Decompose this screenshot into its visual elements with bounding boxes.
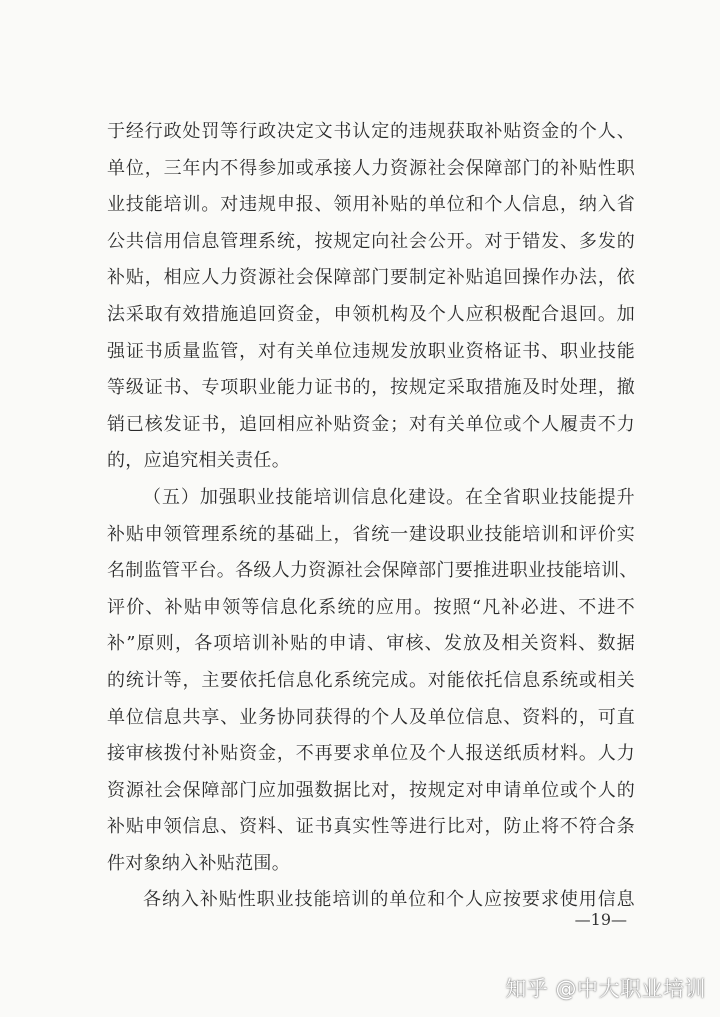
text-line: 于经行政处罚等行政决定文书认定的违规获取补贴资金的个人、 [107, 121, 635, 142]
text-line: 的，应追究相关责任。 [107, 450, 290, 472]
text-line: 法采取有效措施追回资金，申领机构及个人应积极配合退回。加 [107, 303, 635, 325]
text-line: 的统计等，主要依托信息化系统完成。对能依托信息系统或相关 [107, 669, 635, 691]
watermark: 知乎 @中大职业培训 [505, 977, 706, 1001]
text-line: 公共信用信息管理系统，按规定向社会公开。对于错发、多发的 [107, 230, 635, 252]
text-line: 补贴申领信息、资料、证书真实性等进行比对，防止将不符合条 [107, 816, 635, 838]
document-body [107, 114, 638, 919]
text-line: 业技能培训。对违规申报、领用补贴的单位和个人信息，纳入省 [107, 194, 635, 216]
text-line: 补贴申领管理系统的基础上，省统一建设职业技能培训和评价实 [107, 523, 635, 545]
text-line: 各纳入补贴性职业技能培训的单位和个人应按要求使用信息 [143, 889, 635, 911]
text-line: 资源社会保障部门应加强数据比对，按规定对申请单位或个人的 [107, 779, 635, 801]
section-heading-line: （五）加强职业技能培训信息化建设。在全省职业技能提升 [143, 486, 635, 508]
text-line: 销已核发证书，追回相应补贴资金；对有关单位或个人履责不力 [107, 413, 635, 435]
page-number: —19— [574, 910, 627, 929]
text-line: 补贴，相应人力资源社会保障部门要制定补贴追回操作办法，依 [107, 267, 635, 289]
text-line: 补”原则，各项培训补贴的申请、审核、发放及相关资料、数据 [107, 633, 635, 655]
text-line: 接审核拨付补贴资金，不再要求单位及个人报送纸质材料。人力 [107, 743, 635, 765]
text-line: 单位，三年内不得参加或承接人力资源社会保障部门的补贴性职 [107, 157, 635, 179]
text-line: 评价、补贴申领等信息化系统的应用。按照“凡补必进、不进不 [107, 596, 635, 618]
text-line: 等级证书、专项职业能力证书的，按规定采取措施及时处理，撤 [107, 377, 635, 399]
text-line: 名制监管平台。各级人力资源社会保障部门要推进职业技能培训、 [107, 560, 638, 582]
text-line: 强证书质量监管，对有关单位违规发放职业资格证书、职业技能 [107, 340, 635, 362]
text-line: 单位信息共享、业务协同获得的个人及单位信息、资料的，可直 [107, 706, 635, 728]
text-line: 件对象纳入补贴范围。 [107, 852, 290, 874]
